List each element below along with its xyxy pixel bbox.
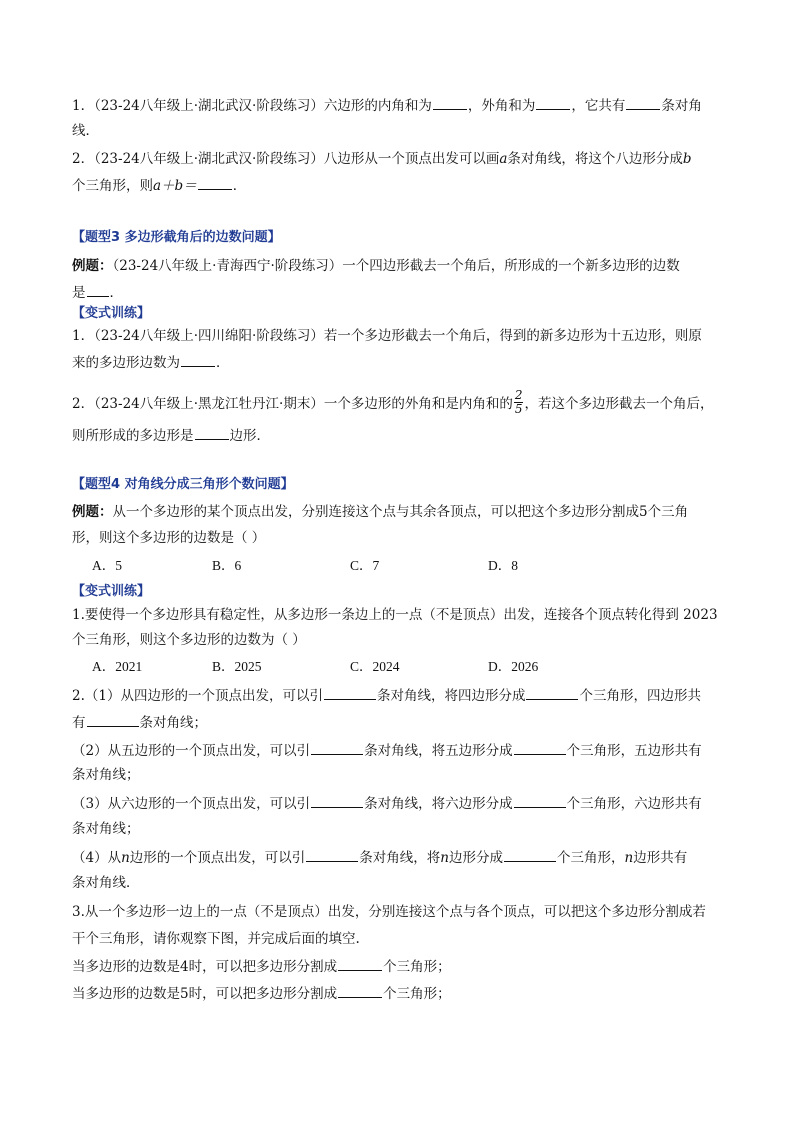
t3-v1-text-b: 来的多边形边数为	[72, 355, 180, 371]
t4-v2-part3-line-1	[72, 794, 702, 813]
t4-v3-text-d-end: 个三角形；	[383, 986, 451, 1002]
t4-v2-part1-line-1	[72, 686, 701, 705]
answer-blank[interactable]	[306, 848, 358, 862]
t4-v2-part2-line-1	[72, 741, 702, 760]
t4-v2-2-text-b: 条对角线，将五边形分成	[364, 743, 513, 759]
answer-blank[interactable]	[433, 96, 467, 110]
example-label: 例题：	[72, 504, 113, 520]
fraction-denominator: 5	[514, 402, 523, 416]
answer-blank[interactable]	[181, 353, 215, 367]
fraction-two-fifths	[514, 389, 524, 416]
t4-v2-1-text-a: 2.（1）从四边形的一个顶点出发，可以引	[72, 688, 323, 704]
t4-v2-3-text-a: （3）从六边形的一个顶点出发，可以引	[72, 796, 311, 812]
question-1-line-1	[72, 96, 702, 115]
t4-v2-3-text-d: 条对角线；	[72, 821, 140, 837]
variable-n: n	[121, 850, 130, 866]
t4-v3-text-c: 当多边形的边数是4时，可以把多边形分割成	[72, 959, 338, 975]
example-label: 例题：	[72, 258, 113, 274]
answer-blank[interactable]	[195, 426, 229, 440]
t3-example-text-a: （23-24八年级上·青海西宁·阶段练习）一个四边形截去一个角后，所形成的一个新多边形的边数	[112, 258, 680, 274]
q1-text-e: 线．	[72, 123, 99, 139]
q2-text-a: 2．（23-24八年级上·湖北武汉·阶段练习）八边形从一个顶点出发可以画	[72, 151, 500, 167]
t4-v2-2-text-d: 条对角线；	[72, 767, 140, 783]
variable-n: n	[440, 850, 449, 866]
t4-v1-text-b: 个三角形，则这个多边形的边数为（ ）	[72, 632, 306, 648]
option-c[interactable]: C．7	[350, 558, 380, 573]
answer-blank[interactable]	[198, 176, 232, 190]
t3-example-line-2	[72, 283, 123, 302]
variant-training-heading: 【变式训练】	[72, 584, 151, 599]
t3-variant-1-line-2	[72, 353, 230, 372]
answer-blank[interactable]	[338, 984, 382, 998]
option-b[interactable]: B．2025	[212, 659, 262, 674]
t3-example-end: ．	[109, 285, 123, 301]
t4-v2-part1-line-2	[72, 713, 207, 732]
option-d[interactable]: D．2026	[488, 659, 539, 674]
q1-text-c: ，它共有	[571, 98, 626, 114]
q1-text-d: 条对角	[661, 98, 702, 114]
q1-text-b: ，外角和为	[467, 98, 536, 114]
t4-v2-3-text-c: 个三角形，六边形共有	[566, 796, 702, 812]
q2-text-c: 个三角形，则	[72, 178, 153, 194]
q2-end: ．	[232, 178, 247, 194]
t4-v2-4-text-g: 条对角线．	[72, 875, 140, 891]
answer-blank[interactable]	[536, 96, 570, 110]
t3-example-line-1	[72, 257, 680, 275]
t4-v2-1-text-b: 条对角线，将四边形分成	[376, 688, 526, 704]
option-d[interactable]: D．8	[488, 558, 518, 573]
t3-v2-text-c: 则所形成的多边形是	[72, 428, 194, 444]
t4-v3-line-1	[72, 903, 706, 921]
section-heading-3: 【题型3 多边形截角后的边数问题】	[72, 230, 281, 245]
option-a[interactable]: A．2021	[92, 659, 143, 674]
section-heading-4: 【题型4 对角线分成三角形个数问题】	[72, 477, 294, 492]
t4-v2-2-text-c: 个三角形，五边形共有	[566, 743, 702, 759]
t4-v2-4-text-f: 边形共有	[633, 850, 688, 866]
t3-v1-text-a: 1．（23-24八年级上·四川绵阳·阶段练习）若一个多边形截去一个角后，得到的新多边形为十五边形，则原	[72, 328, 702, 344]
fraction-numerator: 2	[514, 388, 523, 402]
t4-example-options	[92, 557, 568, 575]
t4-v3-line-2	[72, 930, 360, 948]
question-2-line-1	[72, 150, 692, 168]
q2-expression: a＋b＝	[153, 178, 197, 194]
t3-variant-1-line-1	[72, 327, 702, 345]
t4-v2-2-text-a: （2）从五边形的一个顶点出发，可以引	[72, 743, 311, 759]
answer-blank[interactable]	[311, 794, 363, 808]
question-1-line-2	[72, 122, 99, 140]
t4-v2-4-text-a: （4）从	[72, 850, 122, 866]
t3-v2-text-b: ，若这个多边形截去一个角后，	[524, 396, 714, 412]
t4-v2-part3-line-2	[72, 820, 140, 838]
t4-v2-3-text-b: 条对角线，将六边形分成	[364, 796, 513, 812]
answer-blank[interactable]	[311, 741, 363, 755]
option-b[interactable]: B．6	[212, 558, 242, 573]
t4-v3-text-a: 3.从一个多边形一边上的一点（不是顶点）出发，分别连接这个点与各个顶点，可以把这个多边形分割成若	[72, 904, 706, 920]
answer-blank[interactable]	[324, 686, 376, 700]
t4-v2-part4-line-2	[72, 874, 140, 892]
t4-variant-1-options	[92, 658, 568, 676]
t4-example-line-2	[72, 529, 265, 547]
t4-example-text-b: 形，则这个多边形的边数是（ ）	[72, 530, 266, 546]
option-c[interactable]: C．2024	[350, 659, 400, 674]
t4-v3-line-3	[72, 957, 451, 976]
t4-v2-1-text-e: 条对角线；	[139, 715, 207, 731]
t4-v2-part2-line-2	[72, 766, 140, 784]
t4-v2-1-text-d: 有	[72, 715, 86, 731]
t4-variant-1-line-2	[72, 631, 306, 649]
t4-v2-4-text-b: 边形的一个顶点出发，可以引	[129, 850, 306, 866]
t4-v2-4-text-d: 边形分成	[449, 850, 503, 866]
answer-blank[interactable]	[514, 794, 566, 808]
t4-v2-part4-line-1	[72, 848, 687, 867]
q2-var-a: a	[499, 151, 508, 167]
answer-blank[interactable]	[87, 713, 139, 727]
answer-blank[interactable]	[526, 686, 578, 700]
t4-v2-1-text-c: 个三角形，四边形共	[579, 688, 701, 704]
answer-blank[interactable]	[514, 741, 566, 755]
t4-example-text-a: 从一个多边形的某个顶点出发，分别连接这个点与其余各顶点，可以把这个多边形分割成5个三角	[112, 504, 689, 520]
answer-blank[interactable]	[504, 848, 556, 862]
t3-variant-2-line-2	[72, 426, 270, 445]
answer-blank[interactable]	[87, 283, 109, 297]
answer-blank[interactable]	[338, 957, 382, 971]
t4-v3-text-b: 干个三角形，请你观察下图，并完成后面的填空.	[72, 931, 360, 947]
t4-v2-4-text-c: 条对角线，将	[359, 850, 441, 866]
t3-example-text-b: 是	[72, 285, 86, 301]
t4-v3-line-4	[72, 984, 451, 1003]
question-2-line-2	[72, 176, 246, 195]
variant-training-heading: 【变式训练】	[72, 306, 151, 321]
t4-example-line-1	[72, 503, 688, 521]
t4-variant-1-line-1	[72, 606, 718, 624]
q2-text-b: 条对角线，将这个八边形分成	[507, 151, 683, 167]
t4-v2-4-text-e: 个三角形，	[557, 850, 625, 866]
q1-text-a: 1．（23-24八年级上·湖北武汉·阶段练习）六边形的内角和为	[72, 98, 432, 114]
variable-n: n	[624, 850, 634, 866]
t3-v2-text-a: 2．（23-24八年级上·黑龙江牡丹江·期末）一个多边形的外角和是内角和的	[72, 396, 513, 412]
t4-v3-text-c-end: 个三角形；	[383, 959, 451, 975]
answer-blank[interactable]	[626, 96, 660, 110]
option-a[interactable]: A．5	[92, 558, 122, 573]
t4-v1-text-a: 1.要使得一个多边形具有稳定性，从多边形一条边上的一点（不是顶点）出发，连接各个顶点转化得到 2023	[72, 607, 718, 623]
t3-v2-text-d: 边形．	[229, 428, 270, 444]
t3-variant-2-line-1	[72, 388, 714, 418]
t3-v1-end: ．	[216, 355, 230, 371]
q2-var-b: b	[682, 151, 692, 167]
t4-v3-text-d: 当多边形的边数是5时，可以把多边形分割成	[72, 986, 338, 1002]
